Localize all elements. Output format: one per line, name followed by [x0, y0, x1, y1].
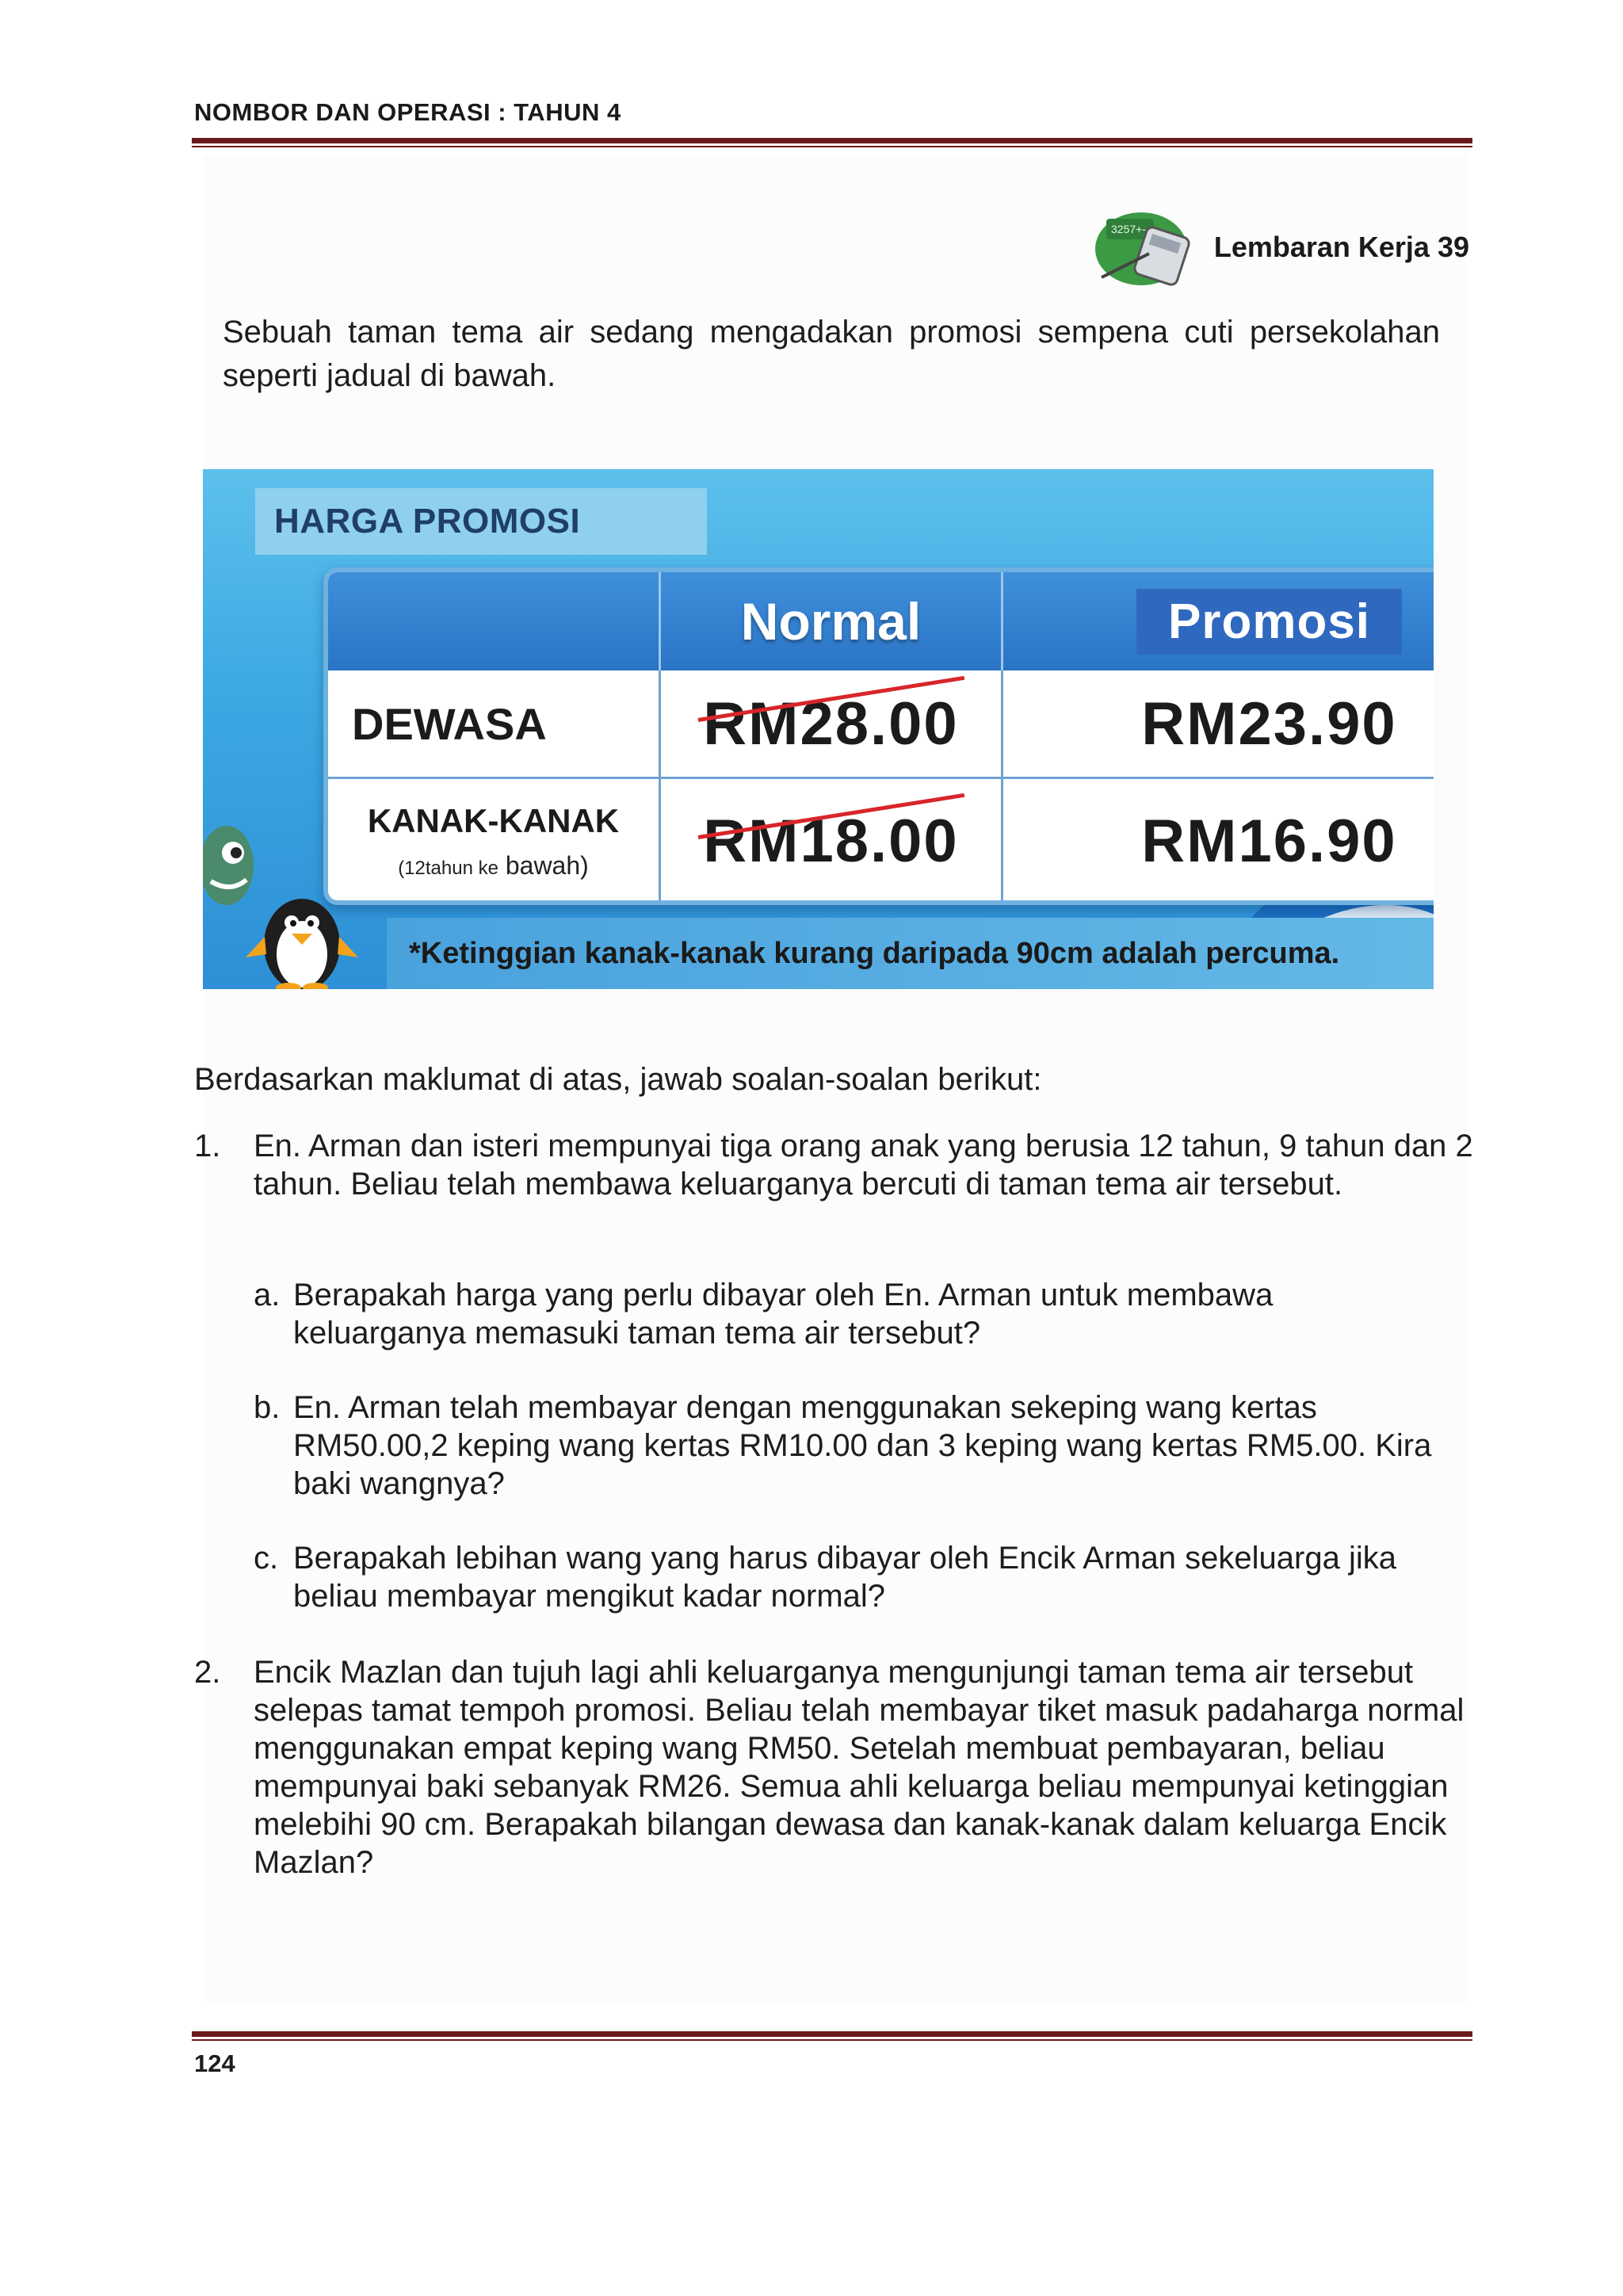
promo-title: HARGA PROMOSI	[255, 488, 707, 555]
part-text: En. Arman telah membayar dengan menggunakan sekeping wang kertas RM50.00,2 keping wang kertas RM10.00 dan 3 keping wang kertas RM5.00. Kira baki wangnya?	[293, 1390, 1432, 1501]
question-number: 1.	[194, 1129, 221, 1163]
svg-text:3257+-: 3257+-	[1110, 223, 1146, 235]
intro-paragraph: Sebuah taman tema air sedang mengadakan promosi sempena cuti persekolahan seperti jadual di bawah.	[223, 315, 1440, 393]
footer-rule	[192, 2031, 1472, 2041]
instruction-text: Berdasarkan maklumat di atas, jawab soalan-soalan berikut:	[194, 1062, 1042, 1097]
worksheet-label: Lembaran Kerja 39	[1213, 230, 1469, 263]
page-number: 124	[194, 2050, 235, 2077]
part-text: Berapakah lebihan wang yang harus dibayar oleh Encik Arman sekeluarga jika beliau membayar mengikut kadar normal?	[293, 1541, 1396, 1614]
footnote-band	[387, 918, 1434, 989]
penguin-mascot-icon	[242, 881, 361, 989]
header-rule	[192, 138, 1472, 147]
category-child-note: (12tahun ke bawah)	[398, 850, 589, 880]
promo-price-cell	[1003, 670, 1434, 777]
promo-price-cell	[1003, 779, 1434, 903]
question-number: 2.	[194, 1655, 221, 1690]
promo-banner	[203, 469, 1434, 989]
part-letter: a.	[254, 1278, 281, 1312]
header-promo-cell	[1003, 572, 1434, 670]
category-adult: DEWASA	[328, 670, 661, 777]
promo-price-adult: RM23.90	[1141, 690, 1397, 758]
header-blank-cell	[328, 572, 661, 670]
footnote-text: *Ketinggian kanak-kanak kurang daripada 90cm adalah percuma.	[409, 936, 1340, 970]
table-header-row	[328, 572, 1434, 670]
column-normal-label: Normal	[740, 592, 922, 651]
normal-price-adult: RM28.00	[703, 690, 958, 758]
calculator-icon	[1094, 201, 1197, 292]
column-promo-label: Promosi	[1136, 589, 1402, 655]
part-text: Berapakah harga yang perlu dibayar oleh En. Arman untuk membawa keluarganya memasuki taman tema air tersebut?	[293, 1278, 1274, 1350]
normal-price-cell	[661, 670, 1003, 777]
category-child	[328, 779, 661, 903]
question-text: Encik Mazlan dan tujuh lagi ahli keluarganya mengunjungi taman tema air tersebut selepas tamat tempoh promosi. Beliau telah membayar tiket masuk padaharga normal menggunakan empat keping wang RM50. Setelah membuat pembayaran, beliau mempunyai baki sebanyak RM26. Semua ahli keluarga beliau mempunyai ketinggian melebihi 90 cm. Berapakah bilangan dewasa dan kanak-kanak dalam keluarga Encik Mazlan?	[254, 1655, 1465, 1880]
price-table	[323, 567, 1434, 905]
question-text: En. Arman dan isteri mempunyai tiga orang anak yang berusia 12 tahun, 9 tahun dan 2 tahun. Beliau telah membawa keluarganya bercuti di taman tema air tersebut.	[254, 1129, 1473, 1201]
part-letter: c.	[254, 1541, 279, 1576]
normal-price-cell	[661, 779, 1003, 903]
part-letter: b.	[254, 1390, 281, 1425]
header-normal-cell	[661, 572, 1003, 670]
table-row	[328, 670, 1434, 777]
worksheet-tag	[1094, 201, 1469, 292]
promo-price-child: RM16.90	[1141, 807, 1397, 875]
running-header: NOMBOR DAN OPERASI : TAHUN 4	[194, 98, 621, 126]
table-row	[328, 777, 1434, 903]
normal-price-child: RM18.00	[703, 807, 958, 876]
category-child-label: KANAK-KANAK	[367, 801, 620, 839]
